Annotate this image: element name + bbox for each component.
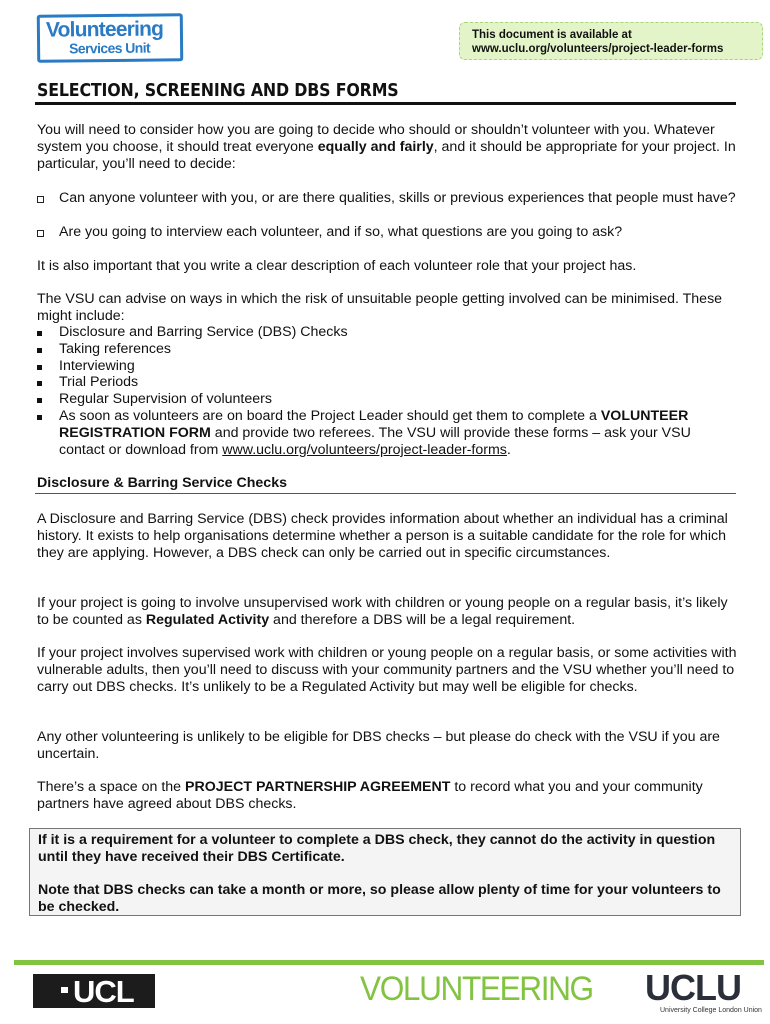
risk-item-text: Trial Periods [59, 374, 139, 390]
uclu-subtitle: University College London Union [660, 1007, 762, 1014]
square-bullet-icon [37, 365, 42, 370]
dbs-paragraph-3: If your project involves supervised work with children or young people on a regular basis, or some activities with vulnerable adults, then you’ll need to discuss with your community partners and the VSU whether you’ll need to carry out DBS checks. It’s unlikely to be a Regulated Activity but may well be eligible for checks. [37, 645, 737, 695]
section-divider [35, 493, 736, 494]
hollow-square-bullet-icon [37, 230, 44, 237]
ucl-portico-icon [61, 987, 68, 993]
registration-form-name: VOLUNTEER REGISTRATION FORM [59, 408, 689, 441]
volunteering-services-unit-logo [37, 13, 183, 63]
ucl-logo [33, 974, 155, 1008]
question-text: Are you going to interview each volunteer, and if so, what questions are you going to ask? [59, 224, 623, 240]
risk-item-text: Disclosure and Barring Service (DBS) Checks [59, 324, 348, 340]
dbs-paragraph-5 [37, 779, 737, 813]
square-bullet-icon [37, 415, 42, 420]
registration-text-mid: and provide two referees. The VSU will provide these forms – ask your VSU contact or download from [59, 425, 691, 458]
square-bullet-icon [37, 381, 42, 386]
risk-intro-paragraph: The VSU can advise on ways in which the risk of unsuitable people getting involved can be minimised. These might include: [37, 291, 723, 324]
logo-line-2: Services Unit [69, 39, 151, 57]
project-leader-forms-link[interactable]: www.uclu.org/volunteers/project-leader-forms [222, 442, 507, 458]
dbs-paragraph-5-end: to record what you and your community partners have agreed about DBS checks. [37, 779, 703, 812]
square-bullet-icon [37, 348, 42, 353]
availability-note [459, 22, 763, 60]
callout-timing-text: Note that DBS checks can take a month or more, so please allow plenty of time for your volunteers to be checked. [38, 882, 721, 915]
risk-item-text: Taking references [59, 341, 171, 357]
risk-item-text: Regular Supervision of volunteers [59, 391, 272, 407]
question-text: Can anyone volunteer with you, or are there qualities, skills or previous experiences that people must have? [59, 190, 736, 206]
regulated-activity-term: Regulated Activity [145, 612, 270, 628]
role-description-paragraph: It is also important that you write a clear description of each volunteer role that your project has. [37, 258, 637, 274]
logo-line-1: Volunteering [45, 17, 164, 42]
intro-text: You will need to consider how you are going to decide who should or shouldn’t volunteer with you. Whatever system you choose, it should treat everyone [37, 122, 715, 155]
hollow-square-bullet-icon [37, 196, 44, 203]
dbs-paragraph-2-text: If your project is going to involve unsupervised work with children or young people on a regular basis, it’s likely to be counted as [37, 595, 728, 628]
footer-divider [14, 960, 764, 965]
registration-text [59, 408, 739, 459]
volunteering-wordmark: VOLUNTEERING [360, 970, 593, 1008]
dbs-paragraph-2-end: and therefore a DBS will be a legal requirement. [269, 612, 576, 628]
registration-text-end: . [506, 442, 511, 458]
ucl-logo-text: UCL [73, 974, 134, 1009]
dbs-requirement-callout [29, 828, 741, 916]
risk-item-text: Interviewing [59, 358, 135, 374]
intro-paragraph [37, 122, 737, 173]
dbs-paragraph-2 [37, 595, 737, 629]
uclu-wordmark: UCLU [645, 967, 741, 1008]
square-bullet-icon [37, 331, 42, 336]
callout-requirement-text: If it is a requirement for a volunteer to complete a DBS check, they cannot do the activity in question until they have received their DBS Certificate. [38, 832, 716, 865]
dbs-paragraph-5-text: There’s a space on the [37, 779, 186, 795]
availability-text: This document is available at [472, 29, 632, 41]
partnership-agreement-term: PROJECT PARTNERSHIP AGREEMENT [185, 779, 451, 795]
intro-emphasis: equally and fairly [317, 139, 434, 155]
dbs-paragraph-4: Any other volunteering is unlikely to be eligible for DBS checks – but please do check with the VSU if you are uncertain. [37, 729, 720, 762]
title-divider [35, 102, 736, 105]
square-bullet-icon [37, 398, 42, 403]
intro-text-end: , and it should be appropriate for your project. In particular, you’ll need to decide: [37, 139, 736, 172]
dbs-paragraph-1: A Disclosure and Barring Service (DBS) check provides information about whether an individual has a criminal history. It exists to help organisations determine whether a person is a suitable candidate for the role for which they are applying. However, a DBS check can only be carried out in specific circumstances. [37, 511, 728, 561]
availability-url[interactable]: www.uclu.org/volunteers/project-leader-forms [472, 43, 724, 55]
registration-text-start: As soon as volunteers are on board the Project Leader should get them to complete a [59, 408, 601, 424]
page-title: SELECTION, SCREENING AND DBS FORMS [37, 80, 399, 101]
section-heading-dbs: Disclosure & Barring Service Checks [37, 475, 287, 491]
